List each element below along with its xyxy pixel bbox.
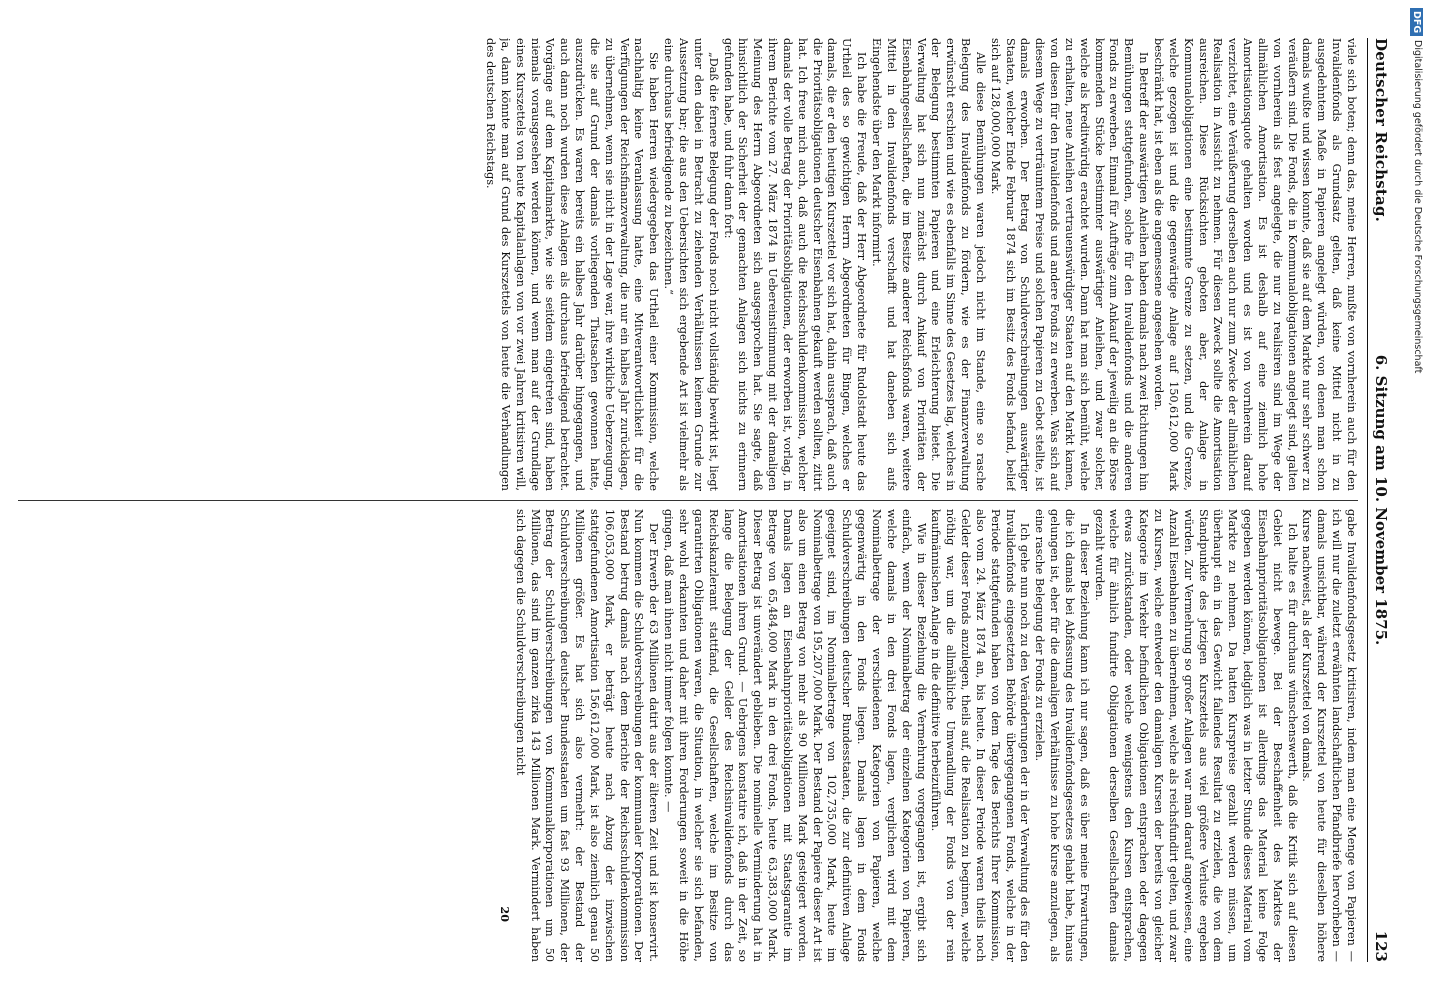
left-column xyxy=(18,38,1358,491)
signature-mark: 20 xyxy=(497,906,512,922)
column-divider xyxy=(18,500,1358,501)
paragraph: viele sich boten; denn das, meine Herren, mußte von vornherein auch für den Invalidenfonds als Grundsatz gelten, daß keine Mittel nicht in zu ausgedehntem Maße in Papieren angelegt würden, von denen man schon damals wußte und wissen konnte, daß sie auf dem Markte nur sehr schwer zu veräußern sind. Die Fonds, die in Kommunalobligationen angelegt sind, galten von vornherein als fest angelegte, die nur zu realisiren sind im Wege der allmählichen Amortisation. Es ist deshalb auf eine ziemlich hohe Amortisationsquote gehalten worden und es ist von vornherein darauf verzichtet, eine Veräußerung derselben auch nur zum Zwecke der allmählichen Realisation in Aussicht zu nehmen. Für diesen Zweck sollte die Amortisation ausreichen. Diese Rücksichten geboten aber, der Anlage in Kommunalobligationen eine bestimmte Grenze zu setzen, und die Grenze, welche gezogen ist und die gegenwärtige Anlage auf 150,612,000 Mark beschränkt hat, ist eben als die angemessene angesehen worden. xyxy=(1152,38,1358,491)
paragraph: Ich halte es für durchaus wünschenswerth, daß die Kritik sich auf diesen Gebiet nicht bewege. Bei der Beschaffenheit des Marktes der Eisenbahnprioritätsobligationen ist allerdings das Material keine Folge gegeben werden können, lediglich was in letzter Stunde dieses Material vom Markte zu nehmen. Da hatten Kurspreise gezahlt werden müssen, um überhaupt ein in das Gewicht fallendes Resultat zu erzielen, die von dem Standpunkte des jetzigen Kurszettels aus viel größere Verluste ergeben würden. Zur Vermehrung so großer Anlagen war man darauf angewiesen, eine Anzahl Eisenbahnen zu übernehmen, welche als reichsfundirt gelten, und zwar zu Kursen, welche entweder den damaligen Kursen der bereits von gleicher Kategorie im Verkehr befindlichen Obligationen entsprachen oder dagegen etwas zurückstanden, oder welche wenigstens den Kursen entsprachen, welche für ähnlich fundirte Obligationen derselben Gesellschaften damals gezahlt wurden. xyxy=(1092,509,1299,962)
running-head xyxy=(1367,38,1390,962)
paragraph: Sie haben Herren wiedergegeben das Urtheil einer Kommission, welche nachhaltig keine Veranlassung hatte, eine Mitverantwortlichkeit für die Verfügungen der Reichsfinanzverwaltung, die nur ein halbes Jahr zurücklagen, zu übernehmen, wenn sie nicht in der Lage war, ihre wirkliche Ueberzeugung, die sie auf Grund der damals vorliegenden Thatsachen gewonnen hatte, auszudrücken. Es waren bereits ein halbes Jahr darüber hingegangen, und auch dann noch wurden diese Anlagen als durchaus befriedigend betrachtet. Vorgänge auf dem Kapitalmarkte, wie sie seitdem eingetreten sind, haben niemals vorausgesehen werden können, und wenn man auf der Grundlage eines Kurszettels von heute Kapitalanlagen von vor zwei Jahren kritisiren will, ja, dann könnte man auf Grund des Kurszettels von heute die Verhandlungen des deutschen Reichstags. xyxy=(484,38,661,491)
header-page-number: 123 xyxy=(1372,930,1390,962)
quotation: „Daß die fernere Belegung der Fonds noch nicht vollständig bewirkt ist, liegt unter den dabei in Betracht zu ziehenden Verhältnissen keinem Grunde zur Aussetzung bar; die aus den Uebersichten sich ergebende Art ist vielmehr als eine durchaus befriedigende zu bezeichnen.“ xyxy=(662,38,720,491)
paragraph: In Betreff der auswärtigen Anleihen haben damals nach zwei Richtungen hin Bemühungen stattgefunden, solche für den Invalidenfonds und die anderen Fonds zu erwerben. Einmal für Aufträge zum Ankauf der jeweilig an die Börse kommenden Stücke bestimmter auswärtiger Anleihen, und zwar solcher, welche als kreditwürdig erachtet wurden. Dann hat man sich bemüht, welche zu erhalten, neue Anleihen vertrauenswürdiger Staaten auf den Markt kamen, von diesen für den Invalidenfonds und andere Fonds zu erwerben. Was sich auf diesem Wege zu verträumtem Preise und solchen Papieren zu Gebot stellte, ist damals erworben. Der Betrag von Schuldverschreibungen auswärtiger Staaten, welcher Ende Februar 1874 sich im Besitz des Fonds befand, belief sich auf 128,000,000 Mark. xyxy=(988,38,1151,491)
paragraph: Ich habe die Freude, daß der Herr Abgeordnete für Rudolstadt heute das Urtheil des so gewichtigen Herrn Abgeordneten für Bingen, welches er damals, die er den heutigen Kurszettel vor sich hat, dahin aussprach, daß auch die Prioritätsobligationen deutscher Eisenbahnen gekauft werden sollten, zitirt hat. Ich freue mich auch, daß auch die Reichsschuldenkommission, welcher damals der volle Betrag der Prioritätsobligationen, der erworben ist, vorlag, in ihrem Berichte vom 27. März 1874 in Uebereinstimmung mit der damaligen Meinung des Herrn Abgeordneten sich ausgesprochen hat. Sie sagte, daß hinsichtlich der Sicherheit der gemachten Anlagen sich nichts zu erinnern gefunden habe, und fuhr dann fort: xyxy=(721,38,869,491)
digitization-credit-text: Digitalisierung gefördert durch die Deutsche Forschungsgemeinschaft xyxy=(1412,40,1423,374)
header-session-title: 6. Sitzung am 10. November 1875. xyxy=(1372,354,1390,646)
text-columns xyxy=(18,38,1358,962)
right-column xyxy=(18,509,1358,962)
paragraph: Der Erwerb der 63 Millionen datirt aus der älteren Zeit und ist konservirt. Nun kommen die Schuldverschreibungen der kommunaler Korporationen. Der Bestand betrug damals nach dem Berichte der Reichsschuldenkommission 106,053,000 Mark, er beträgt heute nach Abzug der inzwischen stattgefundenen Amortisation 156,612,000 Mark, ist also ziemlich genau 50 Millionen größer. Es hat sich also vermehrt: der Bestand der Schuldverschreibungen deutscher Bundesstaaten um fast 93 Millionen, der Betrag der Schuldverschreibungen von Kommunalkorporationen um 50 Millionen, das sind im ganzen zirka 143 Millionen Mark. Vermindert haben sich dagegen die Schuldverschreibungen nicht xyxy=(513,509,661,962)
digitization-credit-strip xyxy=(1395,0,1432,1000)
paragraph: Ich gehe nun noch zu den Veränderungen der in der Verwaltung des für den Invalidenfonds eingesetzten Behörde übergegangenen Fonds, welche in der Periode stattgefunden haben von dem Tage des Berichts Ihrer Kommission, also vom 24. März 1874 an, bis heute. In dieser Periode waren theils noch Gelder dieser Fonds anzulegen, theils auf, die Realisation zu beginnen, welche nöthig war, um die allmähliche Umwandlung der Fonds von der rein kaufmännischen Anlage in die definitive herbeizuführen. xyxy=(929,509,1032,962)
paragraph: gabe Invalidenfondsgesetz kritisiren, indem man eine Menge von Papieren — ich will nur die zuletzt erwähnten landschaftlichen Pfandbriefe hervorheben — damals unsichtbar, während der Kurszettel von heute für dieselben höhere Kurse nachweist, als der Kurszettel von damals. xyxy=(1300,509,1358,962)
paragraph: Alle diese Bemühungen waren jedoch nicht im Stande, eine so rasche Belegung des Invalidenfonds zu fördern, wie es der Finanzverwaltung erwünscht erschien und wie es ebenfalls im Sinne des Gesetzes lag, welches in der Belegung bestimmten Papieren und eine Erleichterung bietet. Die Verwaltung hat sich nun zunächst durch Ankauf von Prioritäten der Eisenbahngesellschaften, die im Besitze anderer Reichsfonds waren, weitere Mittel in den Invalidenfonds verschafft und hat daneben sich aufs Eingehendste über den Markt informirt. xyxy=(870,38,987,491)
paragraph: Wie in dieser Beziehung die Vermehrung vorgegangen ist, ergibt sich einfach, wenn der Nominalbetrag der einzelnen Kategorien von Papieren, welche damals in den drei Fonds lagen, verglichen wird mit dem Nominalbetrage der verschiedenen Kategorien von Papieren, welche gegenwärtig in den Fonds liegen. Damals lagen in dem Fonds Schuldverschreibungen deutscher Bundesstaaten, die zur definitiven Anlage geeignet sind, im Nominalbetrage von 102,735,000 Mark, heute im Nominalbetrage von 195,207,000 Mark. Der Bestand der Papiere dieser Art ist also um einen Betrag von mehr als 90 Millionen Mark gesteigert worden. Damals lagen an Eisenbahnprioritätsobligationen mit Staatsgarantie im Betrage von 65,484,000 Mark in den drei Fonds, heute 63,383,000 Mark. Dieser Betrag ist unverändert geblieben. Die nominelle Verminderung hat in Amortisationen ihren Grund. — Uebrigens konstatire ich, daß in der Zeit, so lange die Belegung der Gelder des Reichsinvalidenfonds durch das Reichskanzleramt stattfand, die Gesellschaften, welche im Besitze von garantirten Obligationen waren, die Situation, in welcher sie sich befanden, sehr wohl erkannten und daher mit ihren Forderungen soweit in die Höhe gingen, daß man ihnen nicht immer folgen konnte. — xyxy=(662,509,928,962)
paragraph: In dieser Beziehung kann ich nur sagen, daß es über meine Erwartungen, die ich damals bei Abfassung des Invalidenfondsgesetzes gehabt habe, hinaus gelungen ist, eher für die damaligen Verhältnisse zu hohe Kurse anzulegen, als eine rasche Belegung der Fonds zu erzielen. xyxy=(1033,509,1091,962)
dfg-logo: DFG xyxy=(1410,8,1423,36)
header-publication-title: Deutscher Reichstag. xyxy=(1372,38,1390,223)
digitization-credit xyxy=(1401,0,1423,1000)
